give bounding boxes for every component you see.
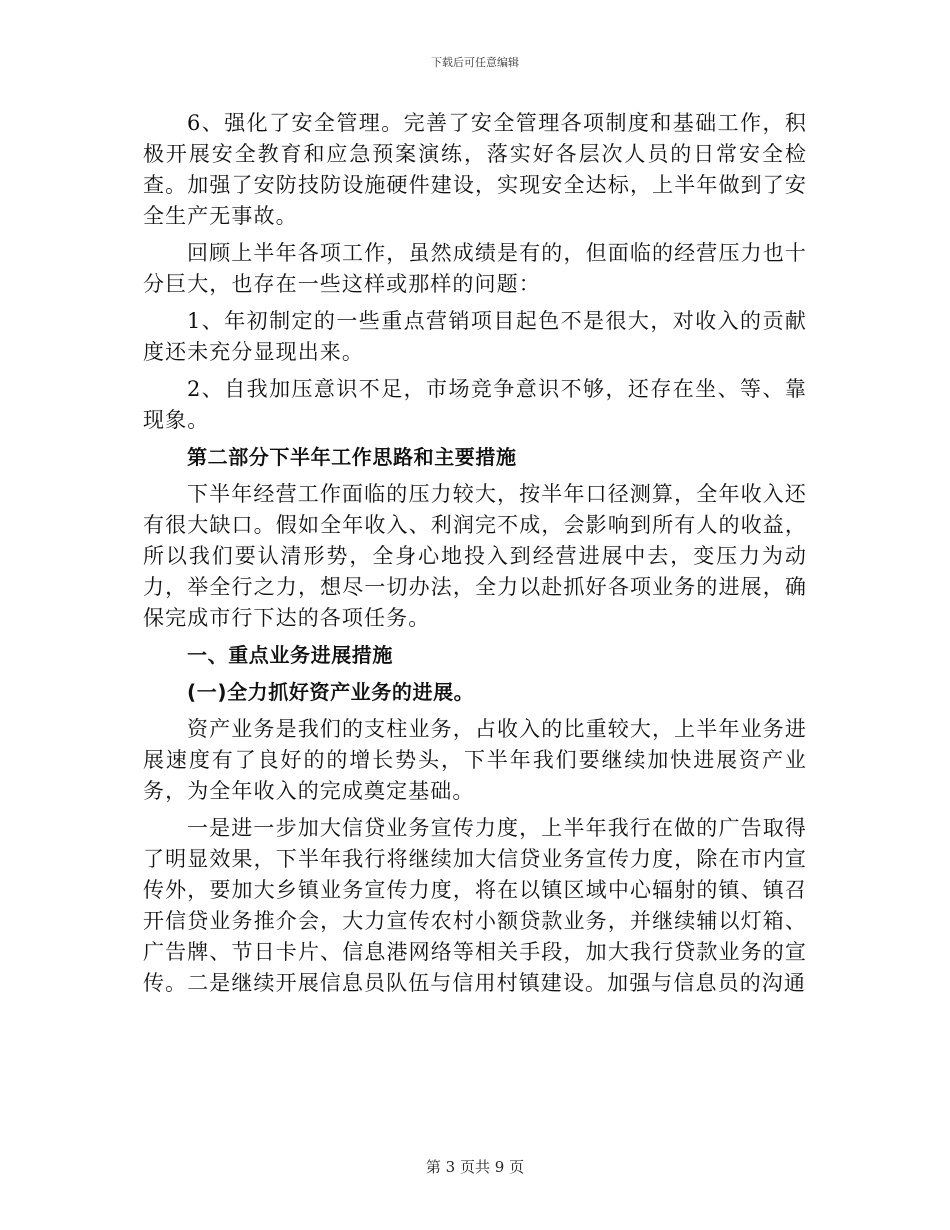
section-heading-part-two: 第二部分下半年工作思路和主要措施	[187, 445, 517, 469]
subsection-heading-asset-business: (一)全力抓好资产业务的进展。	[187, 680, 475, 704]
document-body	[143, 108, 807, 999]
paragraph-review: 回顾上半年各项工作，虽然成绩是有的，但面临的经营压力也十分巨大，也存在一些这样或那样的问题：	[143, 241, 807, 296]
paragraph-safety-management: 6、强化了安全管理。完善了安全管理各项制度和基础工作，积极开展安全教育和应急预案演练，落实好各层次人员的日常安全检查。加强了安防技防设施硬件建设，实现安全达标，上半年做到了安全生产无事故。	[143, 111, 807, 228]
section-heading-key-business: 一、重点业务进展措施	[187, 643, 393, 667]
paragraph-issue-2: 2、自我加压意识不足，市场竞争意识不够，还存在坐、等、靠现象。	[143, 377, 807, 432]
page-header: 下载后可任意编辑	[431, 56, 519, 69]
paragraph-credit-promotion: 一是进一步加大信贷业务宣传力度，上半年我行在做的广告取得了明显效果，下半年我行将继续加大信贷业务宣传力度，除在市内宣传外，要加大乡镇业务宣传力度，将在以镇区域中心辐射的镇、镇召开信贷业务推介会，大力宣传农村小额贷款业务，并继续辅以灯箱、广告牌、节日卡片、信息港网络等相关手段，加大我行贷款业务的宣传。二是继续开展信息员队伍与信用村镇建设。加强与信息员的沟通	[143, 816, 807, 995]
page-number-footer: 第 3 页共 9 页	[425, 1158, 525, 1176]
paragraph-second-half-outlook: 下半年经营工作面临的压力较大，按半年口径测算，全年收入还有很大缺口。假如全年收入、利润完不成，会影响到所有人的收益，所以我们要认清形势，全身心地投入到经营进展中去，变压力为动力，举全行之力，想尽一切办法，全力以赴抓好各项业务的进展，确保完成市行下达的各项任务。	[143, 482, 807, 630]
paragraph-asset-business: 资产业务是我们的支柱业务，占收入的比重较大，上半年业务进展速度有了良好的的增长势头，下半年我们要继续加快进展资产业务，为全年收入的完成奠定基础。	[143, 717, 807, 803]
paragraph-issue-1: 1、年初制定的一些重点营销项目起色不是很大，对收入的贡献度还未充分显现出来。	[143, 309, 807, 364]
